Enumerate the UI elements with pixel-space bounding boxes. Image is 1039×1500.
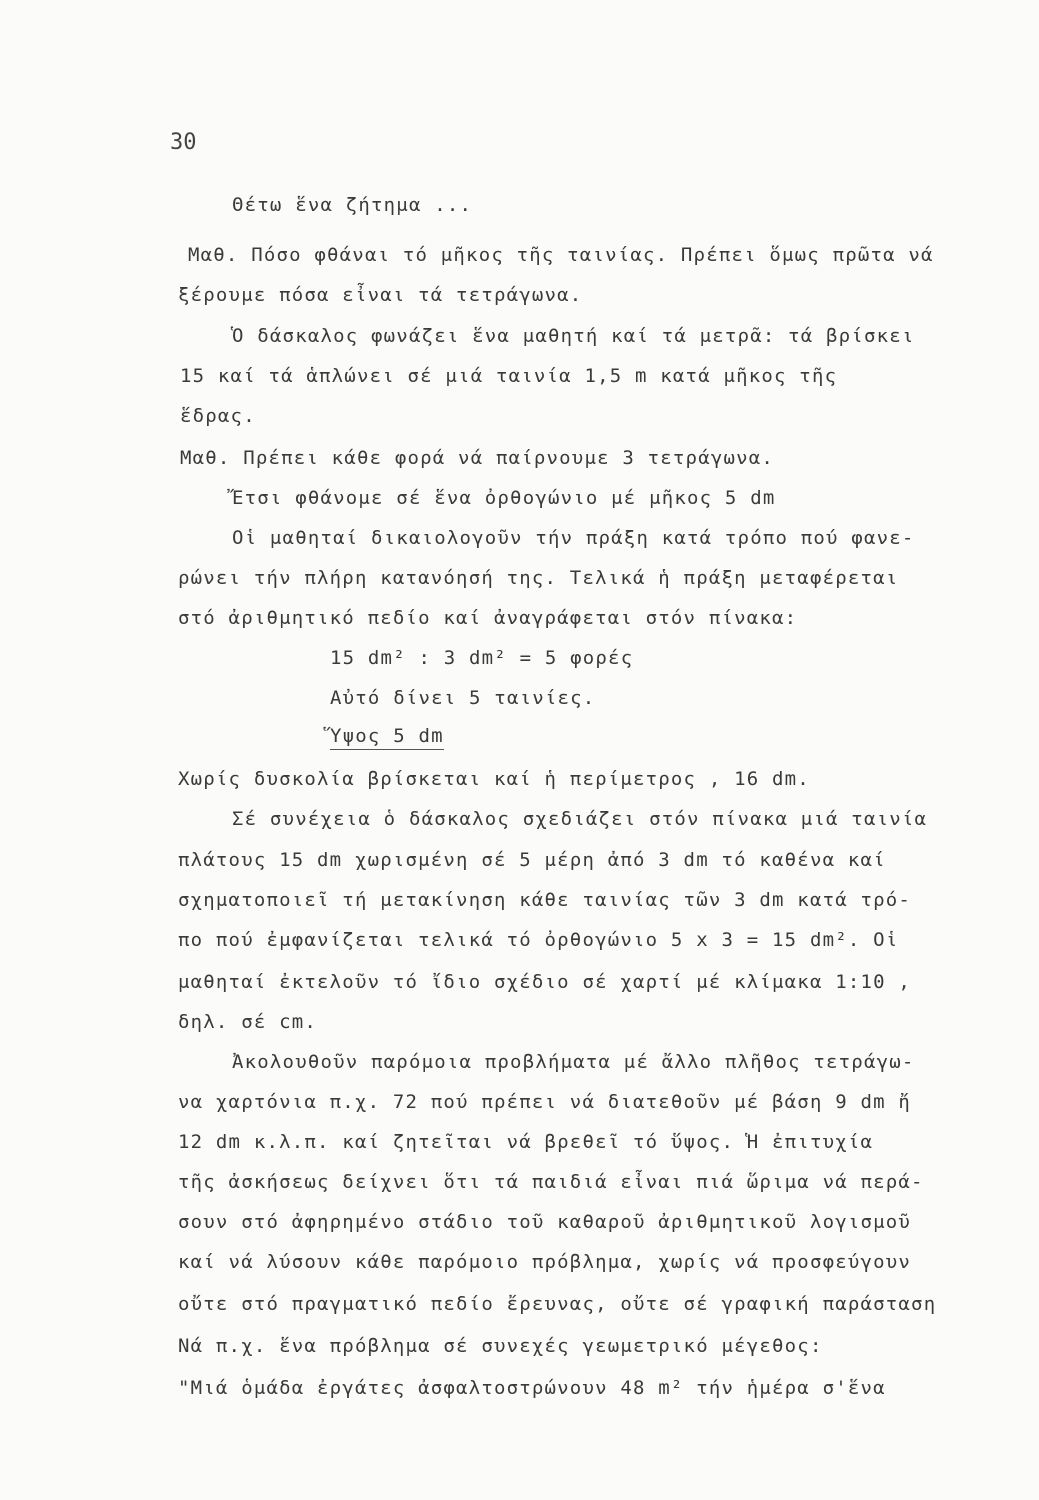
text-line: στό ἀριθμητικό πεδίο καί ἀναγράφεται στόν πίνακα: — [178, 607, 798, 629]
text-line: "Μιά ὁμάδα ἐργάτες ἀσφαλτοστρώνουν 48 m² τήν ἡμέρα σ'ἕνα — [178, 1377, 886, 1399]
text-line: καί νά λύσουν κάθε παρόμοιο πρόβλημα, χωρίς νά προσφεύγουν — [178, 1251, 912, 1273]
text-line: σουν στό ἀφηρημένο στάδιο τοῦ καθαροῦ ἀριθμητικοῦ λογισμοῦ — [178, 1211, 912, 1233]
text-line: δηλ. σέ cm. — [178, 1011, 318, 1033]
equation-line: 15 dm² : 3 dm² = 5 φορές — [330, 647, 634, 669]
text-line: Σέ συνέχεια ὁ δάσκαλος σχεδιάζει στόν πίνακα μιά ταινία — [232, 808, 928, 830]
text-line: Νά π.χ. ἕνα πρόβλημα σέ συνεχές γεωμετρικό μέγεθος: — [178, 1335, 823, 1357]
text-line: σχηματοποιεῖ τή μετακίνηση κάθε ταινίας τῶν 3 dm κατά τρό- — [178, 889, 912, 911]
text-line: Μαθ. Πόσο φθάναι τό μῆκος τῆς ταινίας. Πρέπει ὅμως πρῶτα νά — [188, 244, 934, 266]
text-line: Μαθ. Πρέπει κάθε φορά νά παίρνουμε 3 τετράγωνα. — [180, 447, 775, 469]
text-line: 15 καί τά ἁπλώνει σέ μιά ταινία 1,5 m κατά μῆκος τῆς — [180, 365, 838, 387]
text-line: ἕδρας. — [180, 405, 256, 427]
text-line: μαθηταί ἐκτελοῦν τό ἴδιο σχέδιο σέ χαρτί μέ κλίμακα 1:10 , — [178, 971, 912, 993]
text-line: τῆς ἀσκήσεως δείχνει ὅτι τά παιδιά εἶναι πιά ὥριμα νά περά- — [178, 1171, 924, 1193]
text-line: πο πού ἐμφανίζεται τελικά τό ὀρθογώνιο 5 x 3 = 15 dm². Οἱ — [178, 929, 899, 951]
text-line: Οἱ μαθηταί δικαιολογοῦν τήν πράξη κατά τρόπο πού φανε- — [232, 527, 915, 549]
text-line: να χαρτόνια π.χ. 72 πού πρέπει νά διατεθοῦν μέ βάση 9 dm ἤ — [178, 1091, 912, 1113]
text-line: Αὐτό δίνει 5 ταινίες. — [330, 687, 596, 709]
text-line: Θέτω ἕνα ζήτημα ... — [232, 194, 473, 216]
text-line: Ὁ δάσκαλος φωνάζει ἕνα μαθητή καί τά μετρᾶ: τά βρίσκει — [232, 325, 915, 347]
text-line: Χωρίς δυσκολία βρίσκεται καί ἡ περίμετρος , 16 dm. — [178, 768, 810, 790]
text-line: ξέρουμε πόσα εἶναι τά τετράγωνα. — [178, 284, 583, 306]
text-line: ρώνει τήν πλήρη κατανόησή της. Τελικά ἡ πράξη μεταφέρεται — [178, 567, 899, 589]
text-line: Ἀκολουθοῦν παρόμοια προβλήματα μέ ἄλλο πλῆθος τετράγω- — [232, 1051, 915, 1073]
page-number: 30 — [170, 130, 197, 155]
underlined-line: Ὕψος 5 dm — [330, 724, 444, 750]
text-line: Ἔτσι φθάνομε σέ ἕνα ὀρθογώνιο μέ μῆκος 5 dm — [232, 487, 776, 509]
text-line: 12 dm κ.λ.π. καί ζητεῖται νά βρεθεῖ τό ὕψος. Ἡ ἐπιτυχία — [178, 1131, 874, 1153]
text-line: πλάτους 15 dm χωρισμένη σέ 5 μέρη ἀπό 3 dm τό καθένα καί — [178, 849, 886, 871]
text-line: οὔτε στό πραγματικό πεδίο ἔρευνας, οὔτε σέ γραφική παράσταση — [178, 1293, 937, 1315]
